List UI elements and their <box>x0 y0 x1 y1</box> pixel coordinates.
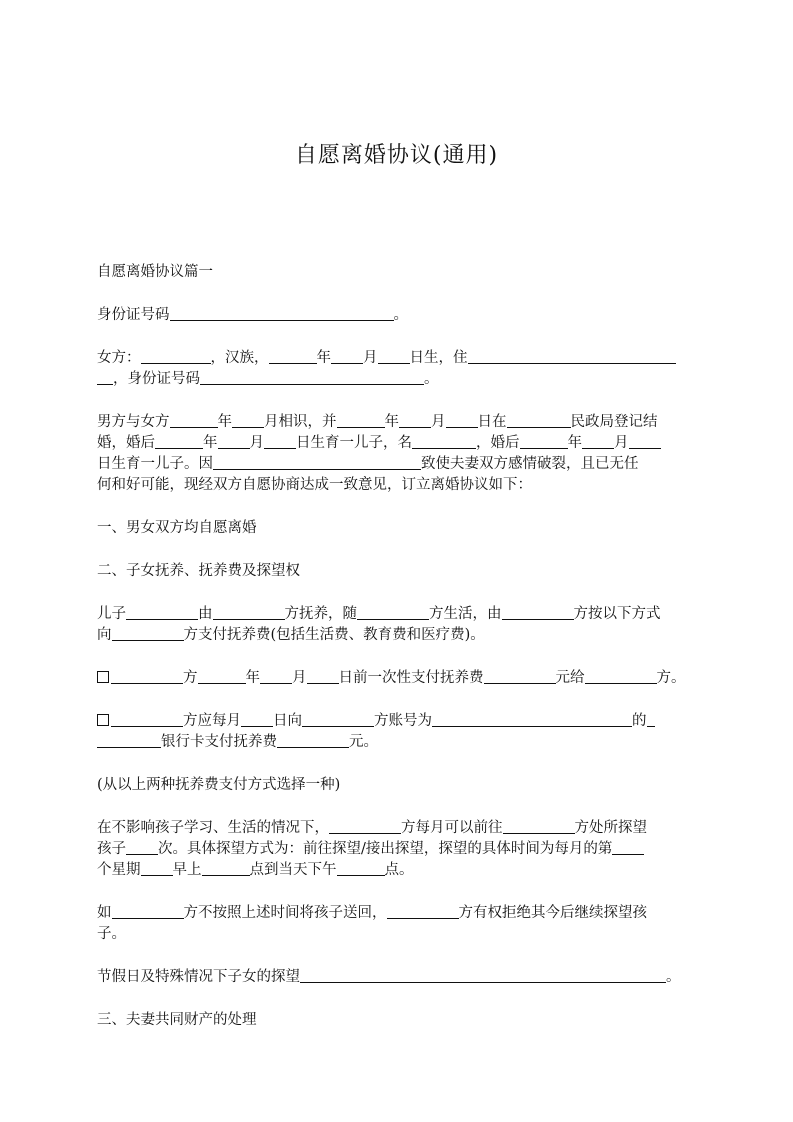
visit-start-blank[interactable] <box>202 860 250 876</box>
payment-option-1: 方 年 月 日前一次性支付抚养费 元给 方。 <box>97 668 707 689</box>
live-with-blank[interactable] <box>357 604 429 620</box>
document-body <box>97 262 707 1031</box>
son-birth-month-blank[interactable] <box>218 433 250 449</box>
son2-birth-day-blank[interactable] <box>629 433 661 449</box>
return-clause-line-2: 子。 <box>97 926 126 942</box>
return-party-blank[interactable] <box>112 903 184 919</box>
son-name-blank[interactable] <box>412 433 476 449</box>
holiday-visit-blank[interactable] <box>300 967 666 983</box>
son-birth-day-blank[interactable] <box>264 433 296 449</box>
id-number-blank[interactable] <box>170 305 394 321</box>
choose-note: (从以上两种抚养费支付方式选择一种) <box>97 777 341 793</box>
visit-count-blank[interactable] <box>126 839 158 855</box>
opt2-bank-blank-cont[interactable] <box>97 732 161 748</box>
option-1-checkbox[interactable] <box>97 671 109 683</box>
intro-line-4: 何和好可能，现经双方自愿协商达成一致意见，订立离婚协议如下： <box>97 477 532 493</box>
return-clause-line-1: 如 方不按照上述时间将孩子送回， 方有权拒绝其今后继续探望孩 <box>97 905 647 921</box>
address-blank-cont[interactable] <box>97 369 113 385</box>
son-birth-year-blank[interactable] <box>155 433 203 449</box>
opt1-year-blank[interactable] <box>198 668 246 684</box>
payee-blank[interactable] <box>112 625 184 641</box>
birth-year-blank[interactable] <box>269 348 317 364</box>
visit-week-blank[interactable] <box>612 839 644 855</box>
reg-year-blank[interactable] <box>337 412 385 428</box>
birth-month-blank[interactable] <box>331 348 363 364</box>
payer-blank[interactable] <box>502 604 574 620</box>
opt2-bank-blank[interactable] <box>647 711 655 727</box>
visit-line-1: 在不影响孩子学习、生活的情况下， 方每月可以前往 方处所探望 <box>97 820 647 836</box>
female-name-blank[interactable] <box>141 348 211 364</box>
refuse-party-blank[interactable] <box>387 903 459 919</box>
civil-bureau-blank[interactable] <box>507 412 571 428</box>
intro-line-2: 婚，婚后 年 月 日生育一儿子，名 ，婚后 年 月 <box>97 433 707 454</box>
address-blank[interactable] <box>468 348 676 364</box>
opt2-account-blank[interactable] <box>432 711 632 727</box>
visit-place-blank[interactable] <box>503 818 575 834</box>
opt1-day-blank[interactable] <box>307 668 339 684</box>
opt1-recipient-blank[interactable] <box>585 668 657 684</box>
son2-birth-year-blank[interactable] <box>520 433 568 449</box>
opt1-month-blank[interactable] <box>260 668 292 684</box>
custody-line-2: 向 方支付抚养费(包括生活费、教育费和医疗费)。 <box>97 627 485 643</box>
payment-option-2-line-1: 方应每月 日向 方账号为 的 <box>97 711 707 732</box>
breakdown-reason-blank[interactable] <box>213 454 421 470</box>
reg-month-blank[interactable] <box>399 412 431 428</box>
opt2-party-blank[interactable] <box>111 711 183 727</box>
visitor-blank[interactable] <box>329 818 401 834</box>
reg-day-blank[interactable] <box>446 412 478 428</box>
opt2-amount-blank[interactable] <box>277 732 349 748</box>
meet-year-blank[interactable] <box>170 412 218 428</box>
female-id-blank[interactable] <box>200 369 424 385</box>
visit-end-blank[interactable] <box>337 860 385 876</box>
holiday-line: 节假日及特殊情况下子女的探望 。 <box>97 969 681 985</box>
custody-line-1: 儿子 由 方抚养，随 方生活，由 方按以下方式 <box>97 606 661 622</box>
opt1-party-blank[interactable] <box>111 668 183 684</box>
option-2-checkbox[interactable] <box>97 714 109 726</box>
section-heading: 自愿离婚协议篇一 <box>97 264 213 280</box>
visit-weekday-blank[interactable] <box>141 860 173 876</box>
visit-line-3: 个星期 早上 点到当天下午 点。 <box>97 862 414 878</box>
opt1-amount-blank[interactable] <box>484 668 556 684</box>
clause-2-heading: 二、子女抚养、抚养费及探望权 <box>97 563 300 579</box>
meet-month-blank[interactable] <box>232 412 264 428</box>
custodian-blank[interactable] <box>213 604 285 620</box>
clause-3-heading: 三、夫妻共同财产的处理 <box>97 1012 257 1028</box>
female-line-1: 女方： ，汉族， 年 月 日生，住 <box>97 348 707 369</box>
intro-line-1: 男方与女方 年 月相识，并 年 月 日在 民政局登记结 <box>97 414 658 430</box>
visit-line-2: 孩子 次。具体探望方式为：前往探望/接出探望，探望的具体时间为每月的第 <box>97 839 707 860</box>
son2-birth-month-blank[interactable] <box>582 433 614 449</box>
female-line-2: ，身份证号码 。 <box>97 369 707 390</box>
clause-1-heading: 一、男女双方均自愿离婚 <box>97 520 257 536</box>
son-blank[interactable] <box>126 604 198 620</box>
birth-day-blank[interactable] <box>378 348 410 364</box>
intro-line-3: 日生育一儿子。因 致使夫妻双方感情破裂，且已无任 <box>97 456 639 472</box>
id-number-line: 身份证号码 。 <box>97 307 408 323</box>
document-title: 自愿离婚协议(通用) <box>294 143 499 168</box>
opt2-day-blank[interactable] <box>241 711 273 727</box>
opt2-recipient-blank[interactable] <box>302 711 374 727</box>
payment-option-2-line-2: 银行卡支付抚养费 元。 <box>97 732 707 753</box>
